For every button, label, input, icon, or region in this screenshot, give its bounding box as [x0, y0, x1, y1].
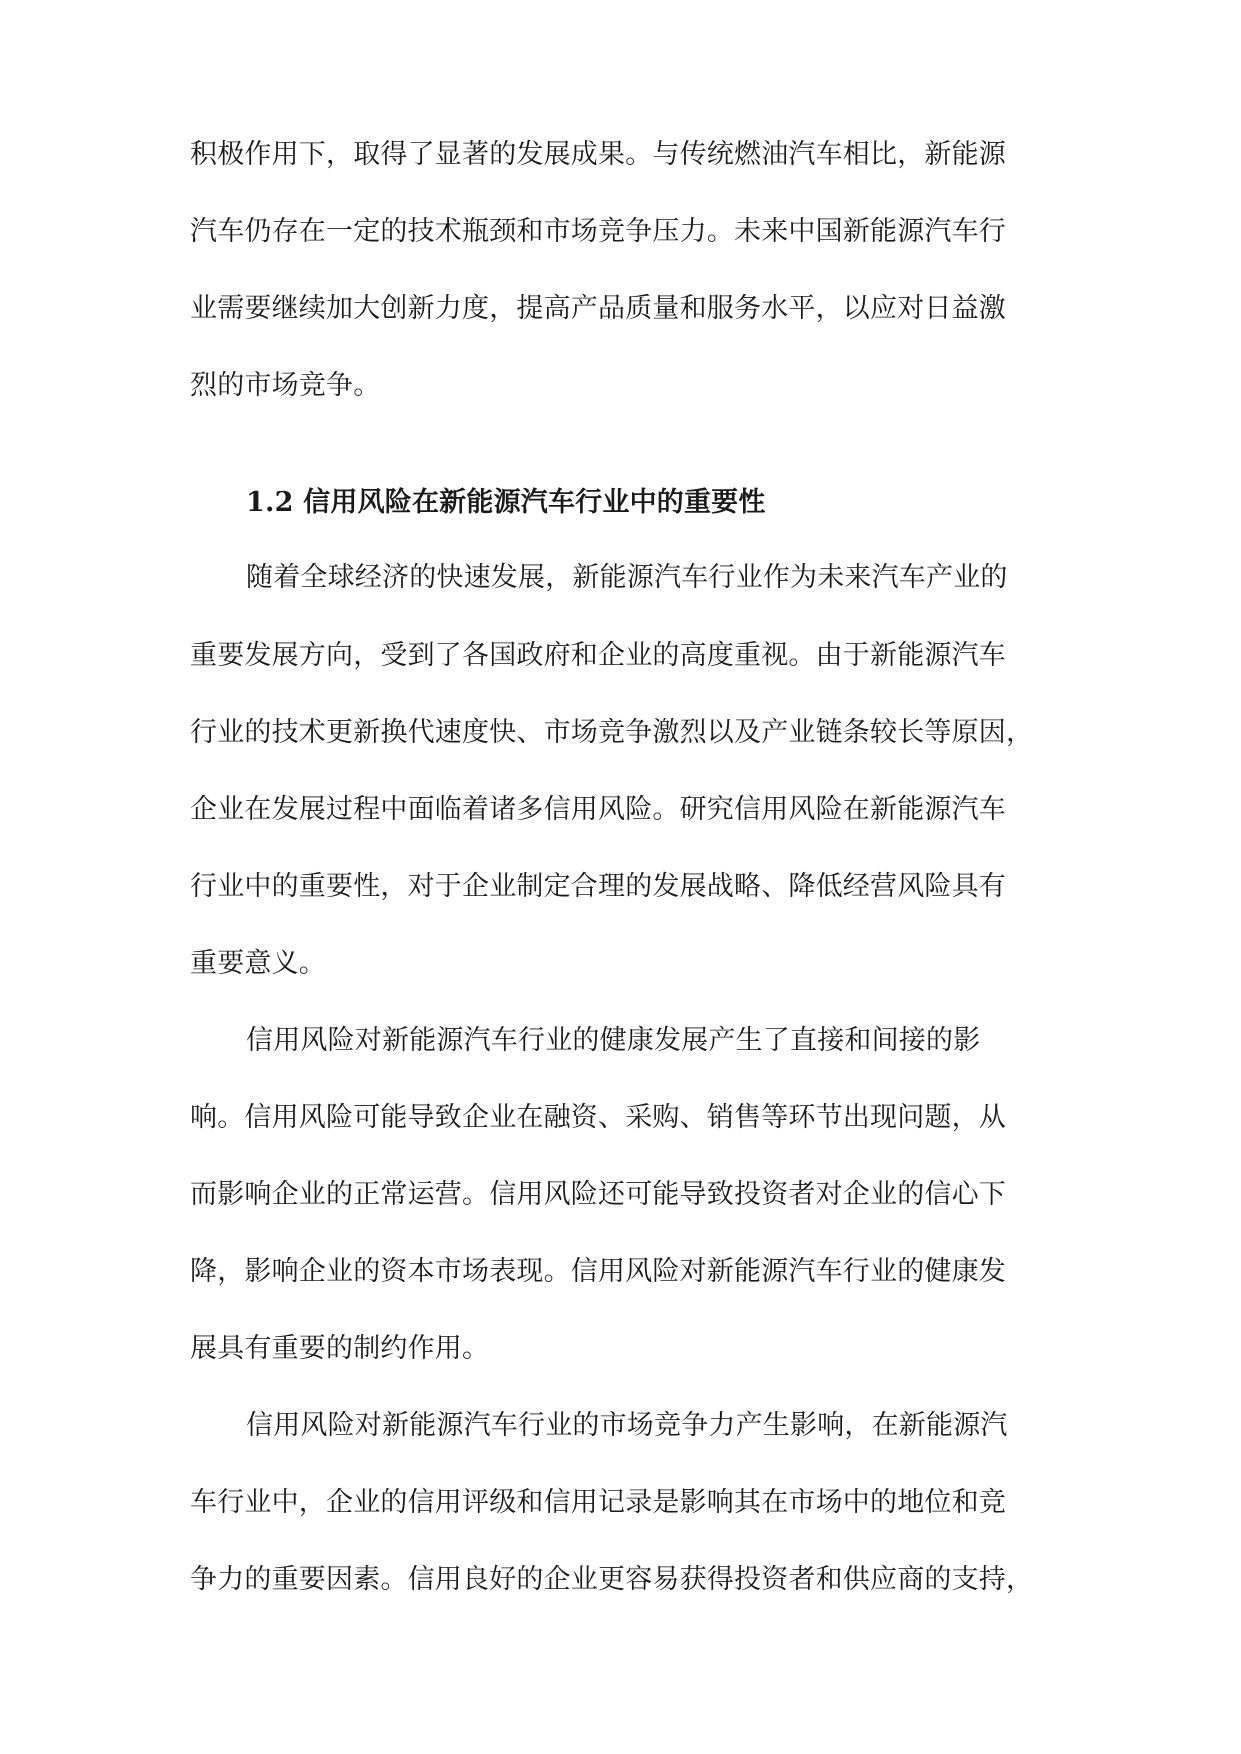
paragraph-2-line-4: 企业在发展过程中面临着诸多信用风险。研究信用风险在新能源汽车	[190, 794, 1006, 825]
paragraph-4-line-3: 争力的重要因素。信用良好的企业更容易获得投资者和供应商的支持，	[190, 1564, 1034, 1595]
paragraph-3-line-1: 信用风险对新能源汽车行业的健康发展产生了直接和间接的影	[246, 1025, 981, 1056]
paragraph-1-line-3: 业需要继续加大创新力度，提高产品质量和服务水平，以应对日益激	[190, 293, 1006, 324]
paragraph-3-line-3: 而影响企业的正常运营。信用风险还可能导致投资者对企业的信心下	[190, 1179, 1006, 1210]
paragraph-2-line-3: 行业的技术更新换代速度快、市场竞争激烈以及产业链条较长等原因，	[190, 717, 1034, 748]
paragraph-2-line-1: 随着全球经济的快速发展，新能源汽车行业作为未来汽车产业的	[246, 562, 1008, 593]
paragraph-2-line-2: 重要发展方向，受到了各国政府和企业的高度重视。由于新能源汽车	[190, 640, 1006, 671]
paragraph-4-line-1: 信用风险对新能源汽车行业的市场竞争力产生影响，在新能源汽	[246, 1410, 1008, 1441]
paragraph-1-line-2: 汽车仍存在一定的技术瓶颈和市场竞争压力。未来中国新能源汽车行	[190, 216, 1006, 247]
paragraph-2-line-6: 重要意义。	[190, 948, 326, 979]
section-heading: 1.2 信用风险在新能源汽车行业中的重要性	[246, 487, 766, 518]
paragraph-3-line-2: 响。信用风险可能导致企业在融资、采购、销售等环节出现问题，从	[190, 1102, 1006, 1133]
paragraph-2-line-5: 行业中的重要性，对于企业制定合理的发展战略、降低经营风险具有	[190, 871, 1006, 902]
paragraph-1-line-1: 积极作用下，取得了显著的发展成果。与传统燃油汽车相比，新能源	[190, 139, 1006, 170]
paragraph-1-line-4: 烈的市场竞争。	[190, 370, 381, 401]
paragraph-3-line-4: 降，影响企业的资本市场表现。信用风险对新能源汽车行业的健康发	[190, 1256, 1006, 1287]
paragraph-3-line-5: 展具有重要的制约作用。	[190, 1333, 490, 1364]
paragraph-4-line-2: 车行业中，企业的信用评级和信用记录是影响其在市场中的地位和竞	[190, 1487, 1006, 1518]
